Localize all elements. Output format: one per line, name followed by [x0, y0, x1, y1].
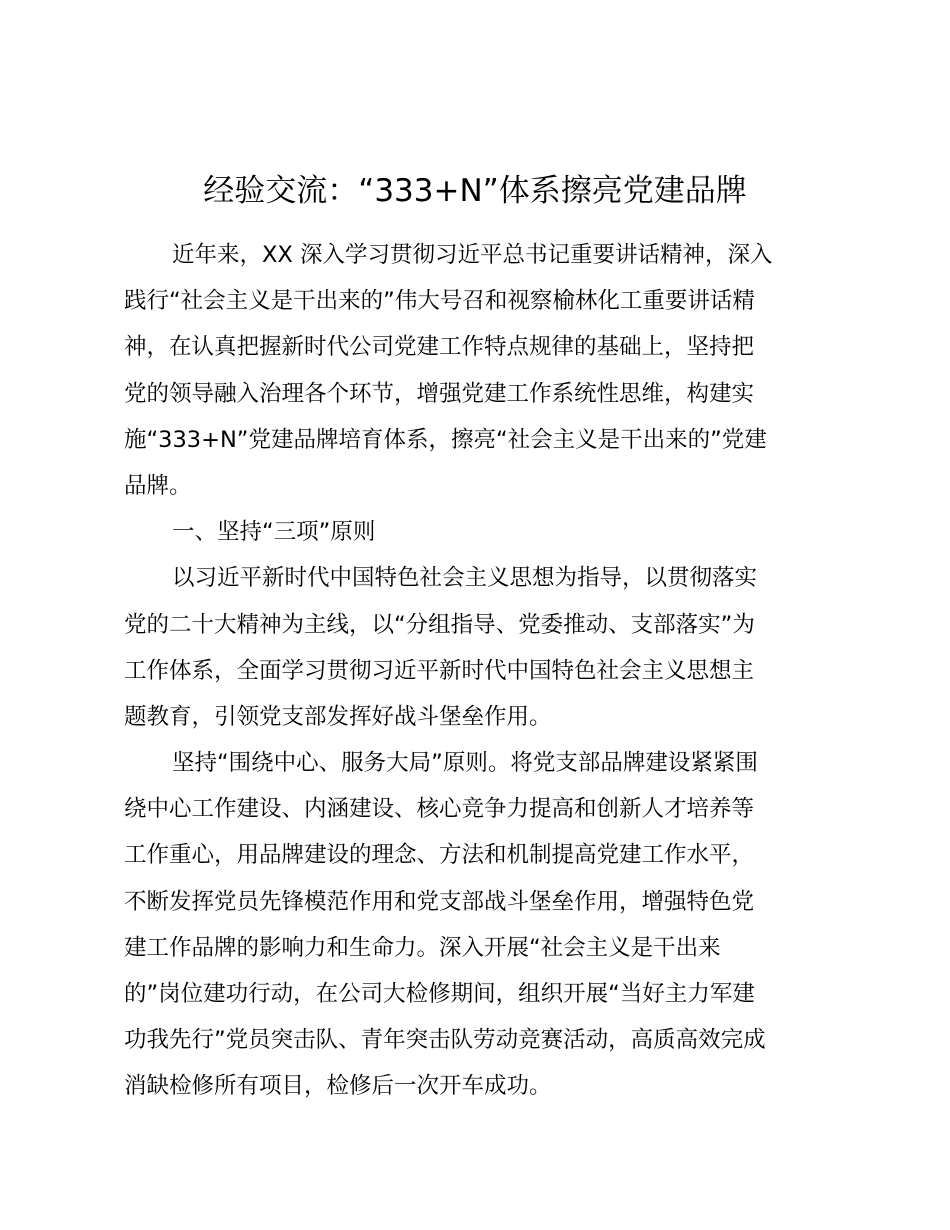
- text-line: 功我先行”党员突击队、青年突击队劳动竞赛活动，高质高效完成: [124, 1027, 766, 1054]
- text-line: 建工作品牌的影响力和生命力。深入开展“社会主义是干出来: [124, 934, 721, 961]
- text-line: 绕中心工作建设、内涵建设、核心竞争力提高和创新人才培养等: [124, 796, 755, 823]
- text-line: 党的二十大精神为主线，以“分组指导、党委推动、支部落实”为: [124, 611, 755, 638]
- text-line: 品牌。: [124, 472, 192, 499]
- text-line: 以习近平新时代中国特色社会主义思想为指导，以贯彻落实: [172, 565, 758, 592]
- text-line: 题教育，引领党支部发挥好战斗堡垒作用。: [124, 703, 552, 730]
- text-line: 坚持“围绕中心、服务大局”原则。将党支部品牌建设紧紧围: [172, 750, 758, 777]
- text-line: 消缺检修所有项目，检修后一次开车成功。: [124, 1073, 552, 1100]
- text-line: 践行“社会主义是干出来的”伟大号召和视察榆林化工重要讲话精: [124, 288, 755, 315]
- document-body: [124, 232, 836, 1110]
- text-line: 工作体系，全面学习贯彻习近平新时代中国特色社会主义思想主: [124, 657, 755, 684]
- text-line: 工作重心，用品牌建设的理念、方法和机制提高党建工作水平，: [124, 842, 755, 869]
- text-line: 党的领导融入治理各个环节，增强党建工作系统性思维，构建实: [124, 380, 755, 407]
- document-title: 经验交流：“333+N”体系擦亮党建品牌: [203, 173, 747, 209]
- text-line: 的”岗位建功行动，在公司大检修期间，组织开展“当好主力军建: [124, 981, 755, 1007]
- text-line: 神，在认真把握新时代公司党建工作特点规律的基础上，坚持把: [124, 334, 755, 361]
- text-line: 不断发挥党员先锋模范作用和党支部战斗堡垒作用，增强特色党: [124, 888, 755, 915]
- text-line: 施“333+N”党建品牌培育体系，擦亮“社会主义是干出来的”党建: [124, 426, 767, 453]
- text-line: 一、坚持“三项”原则: [172, 519, 376, 546]
- text-line: 近年来，XX 深入学习贯彻习近平总书记重要讲话精神，深入: [172, 242, 773, 268]
